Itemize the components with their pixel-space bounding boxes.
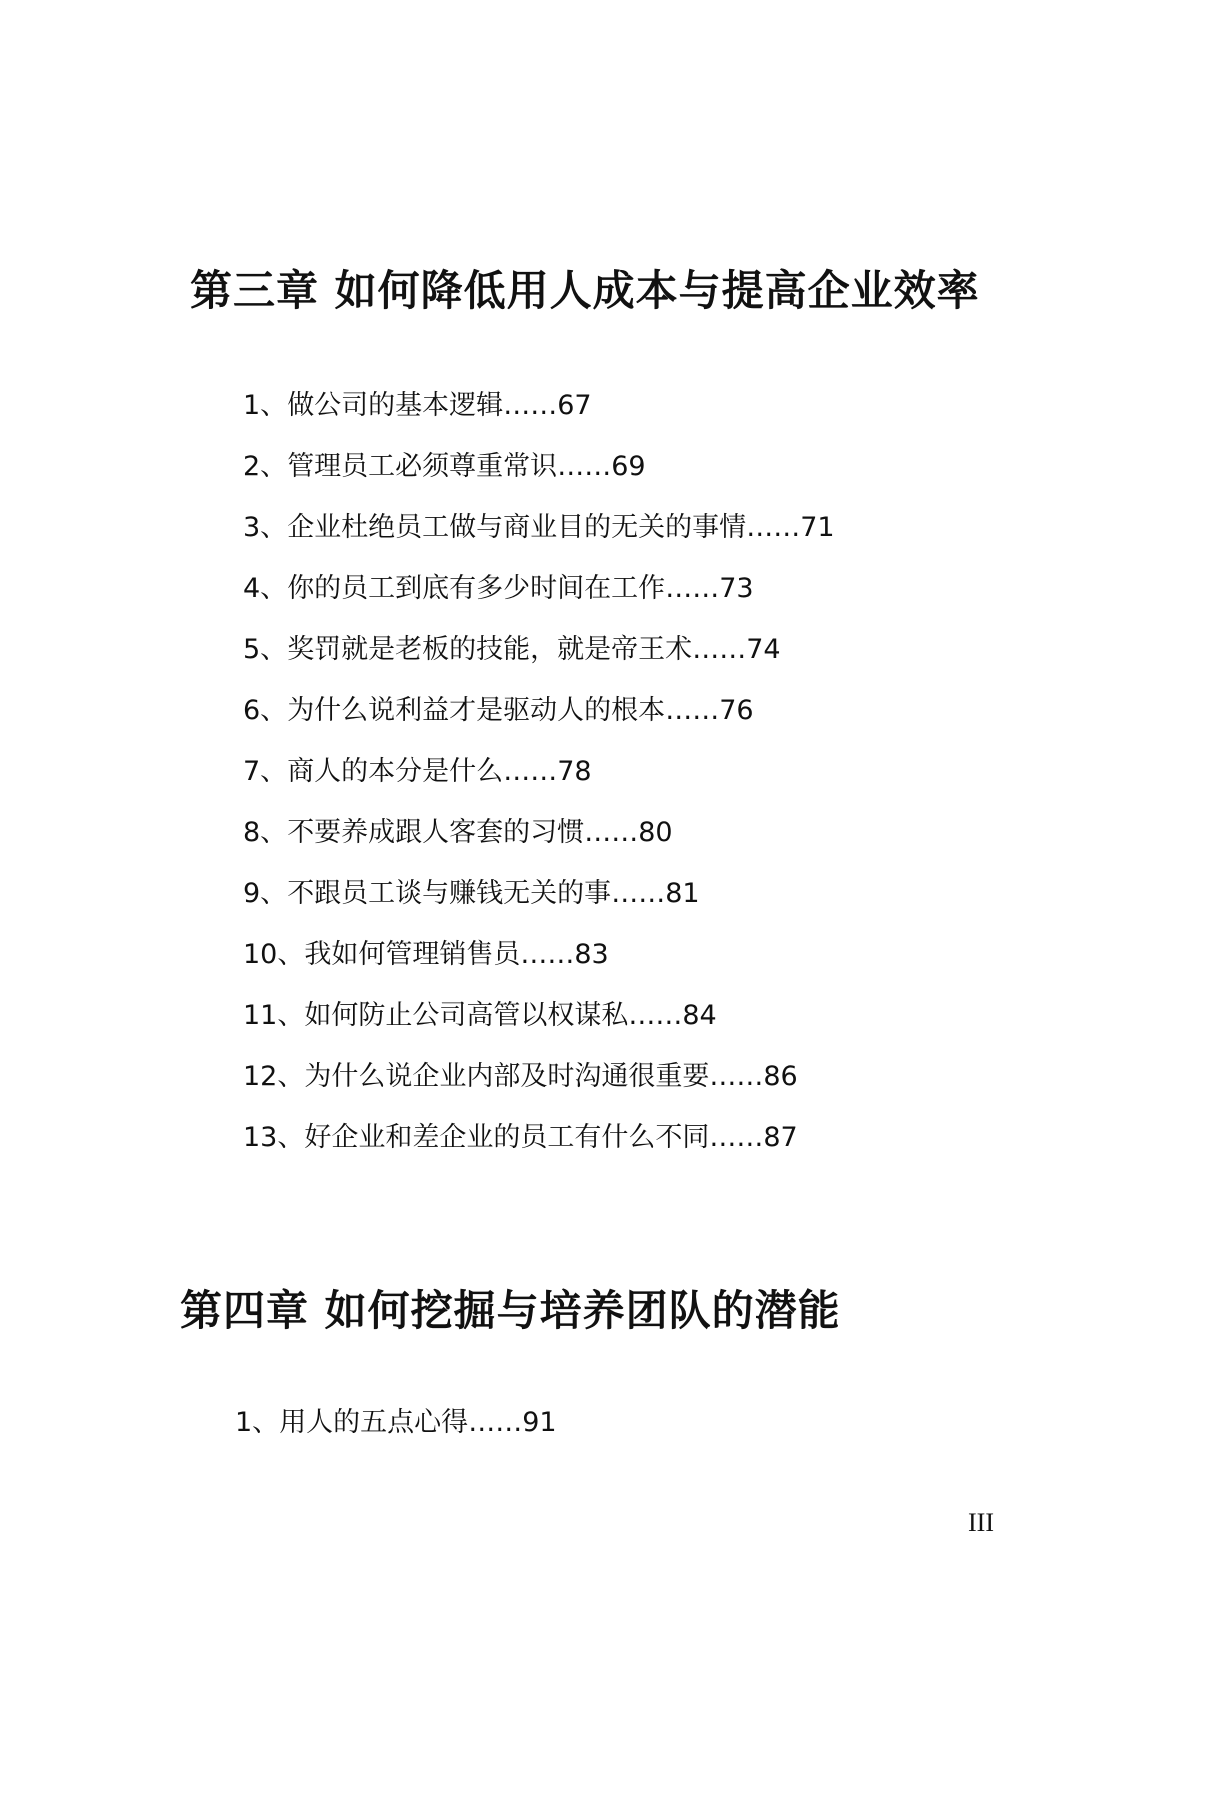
toc-entry-page: ……87 — [709, 1122, 798, 1153]
toc-entry-number: 6、 — [243, 695, 288, 726]
chapter-3-title: 第三章 如何降低用人成本与提高企业效率 — [190, 266, 980, 315]
toc-entry-number: 1、 — [235, 1407, 280, 1438]
toc-entry[interactable] — [235, 1409, 557, 1470]
toc-entry-title: 商人的本分是什么 — [287, 756, 504, 787]
chapter-4-title: 第四章 如何挖掘与培养团队的潜能 — [180, 1286, 841, 1335]
toc-entry-number: 9、 — [243, 878, 288, 909]
toc-entry[interactable] — [243, 453, 835, 514]
toc-entry[interactable] — [243, 636, 835, 697]
toc-entry-number: 5、 — [243, 634, 288, 665]
toc-entry-page: ……69 — [557, 451, 646, 482]
toc-entry-number: 4、 — [243, 573, 288, 604]
toc-entry[interactable] — [243, 392, 835, 453]
toc-entry-number: 2、 — [243, 451, 288, 482]
toc-entry-title: 奖罚就是老板的技能，就是帝王术 — [287, 634, 693, 665]
toc-entry-page: ……76 — [665, 695, 754, 726]
toc-entry[interactable] — [243, 819, 835, 880]
toc-entry[interactable] — [243, 697, 835, 758]
toc-entry-number: 3、 — [243, 512, 288, 543]
toc-entry[interactable] — [243, 1124, 835, 1185]
toc-entry-number: 8、 — [243, 817, 288, 848]
toc-entry-page: ……67 — [503, 390, 592, 421]
toc-entry-page: ……74 — [692, 634, 781, 665]
toc-entry-page: ……73 — [665, 573, 754, 604]
toc-entry[interactable] — [243, 1002, 835, 1063]
toc-entry-page: ……84 — [628, 1000, 717, 1031]
toc-entry-number: 11、 — [243, 1000, 305, 1031]
toc-entry-title: 做公司的基本逻辑 — [287, 390, 504, 421]
toc-entry-number: 1、 — [243, 390, 288, 421]
toc-entry-number: 12、 — [243, 1061, 305, 1092]
toc-entry-title: 不跟员工谈与赚钱无关的事 — [287, 878, 612, 909]
toc-entry-number: 13、 — [243, 1122, 305, 1153]
toc-entry[interactable] — [243, 941, 835, 1002]
toc-entry-title: 为什么说利益才是驱动人的根本 — [287, 695, 666, 726]
toc-entry-title: 管理员工必须尊重常识 — [287, 451, 558, 482]
toc-entry-title: 我如何管理销售员 — [304, 939, 521, 970]
toc-entry-number: 7、 — [243, 756, 288, 787]
toc-entry[interactable] — [243, 880, 835, 941]
toc-entry-title: 为什么说企业内部及时沟通很重要 — [304, 1061, 710, 1092]
toc-entry-page: ……86 — [709, 1061, 798, 1092]
toc-entry-page: ……78 — [503, 756, 592, 787]
toc-entry-title: 好企业和差企业的员工有什么不同 — [304, 1122, 710, 1153]
toc-entry[interactable] — [243, 514, 835, 575]
toc-entry-title: 不要养成跟人客套的习惯 — [287, 817, 585, 848]
toc-entry-page: ……71 — [746, 512, 835, 543]
toc-entry-page: ……83 — [520, 939, 609, 970]
toc-entry[interactable] — [243, 1063, 835, 1124]
toc-entry-page: ……91 — [468, 1407, 557, 1438]
chapter-3-toc — [243, 392, 835, 1185]
toc-entry-title: 企业杜绝员工做与商业目的无关的事情 — [287, 512, 747, 543]
toc-entry[interactable] — [243, 575, 835, 636]
toc-entry-page: ……81 — [611, 878, 700, 909]
toc-entry-title: 用人的五点心得 — [279, 1407, 469, 1438]
toc-entry-title: 如何防止公司高管以权谋私 — [304, 1000, 629, 1031]
toc-entry-number: 10、 — [243, 939, 305, 970]
toc-entry-title: 你的员工到底有多少时间在工作 — [287, 573, 666, 604]
toc-entry[interactable] — [243, 758, 835, 819]
toc-entry-page: ……80 — [584, 817, 673, 848]
page-number: III — [968, 1508, 994, 1537]
chapter-4-toc — [235, 1409, 557, 1470]
